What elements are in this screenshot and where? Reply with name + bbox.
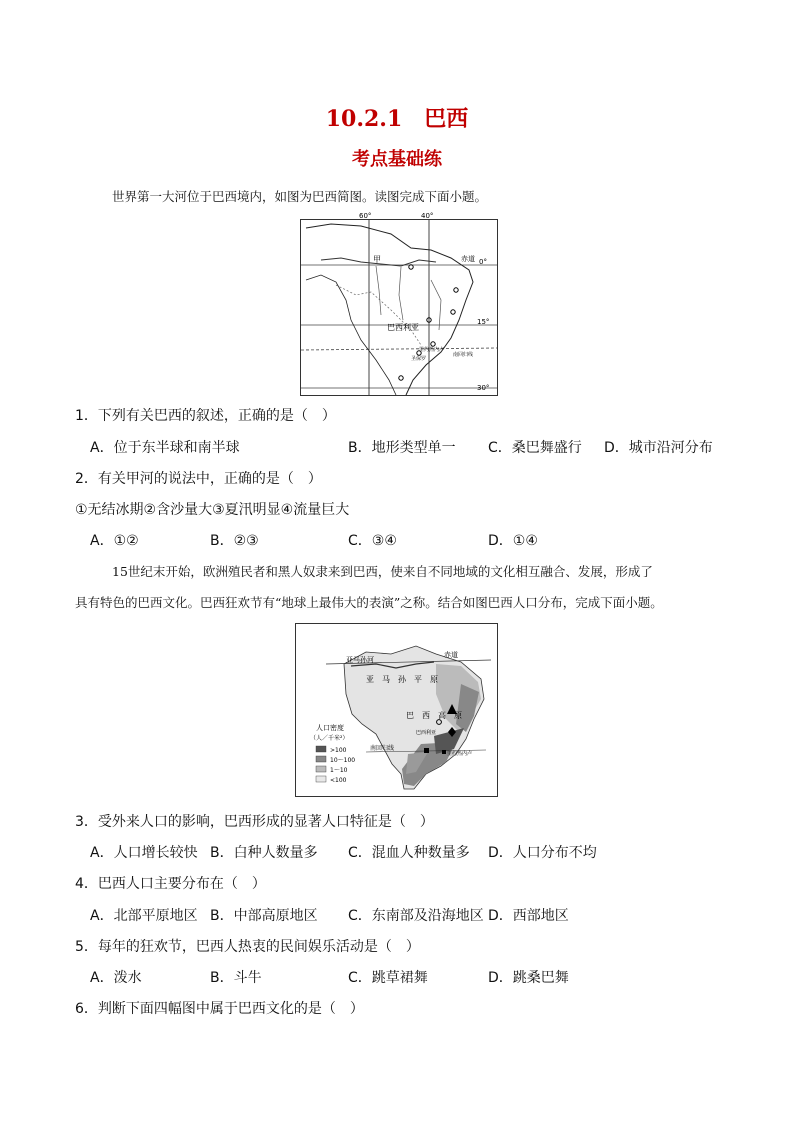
city-label-rio: 里约热内卢 bbox=[419, 347, 445, 353]
lat-label-0: 0° bbox=[479, 258, 487, 266]
question-2-option-d[interactable]: D．①④ bbox=[488, 533, 538, 549]
intro-text-2-line-1: 15世纪末开始，欧洲殖民者和黑人奴隶来到巴西，使来自不同地域的文化相互融合、发展，形成了 bbox=[112, 564, 653, 579]
question-5-option-a[interactable]: A．泼水 bbox=[90, 970, 142, 986]
question-1-option-a[interactable]: A．位于东半球和南半球 bbox=[90, 440, 240, 456]
question-4-option-b[interactable]: B．中部高原地区 bbox=[210, 908, 318, 924]
equator-label-2: 赤道 bbox=[444, 651, 458, 659]
amazon-plain-label: 亚 马 孙 平 原 bbox=[366, 675, 438, 684]
question-3-stem: 3．受外来人口的影响，巴西形成的显著人口特征是（ ） bbox=[75, 814, 434, 830]
brazil-sketch-map bbox=[300, 212, 498, 396]
question-2-option-a[interactable]: A．①② bbox=[90, 533, 139, 549]
question-1-option-c[interactable]: C．桑巴舞盛行 bbox=[488, 440, 582, 456]
amazon-river-label: 亚马孙河 bbox=[346, 656, 374, 664]
lat-label-15: 15° bbox=[477, 318, 490, 326]
question-4-option-d[interactable]: D．西部地区 bbox=[488, 908, 569, 924]
question-5-option-b[interactable]: B．斗牛 bbox=[210, 970, 262, 986]
question-3-option-c[interactable]: C．混血人种数量多 bbox=[348, 845, 470, 861]
question-5-option-d[interactable]: D．跳桑巴舞 bbox=[488, 970, 569, 986]
question-2-stem: 2．有关甲河的说法中，正确的是（ ） bbox=[75, 471, 322, 487]
population-legend bbox=[310, 723, 355, 784]
question-1-option-b[interactable]: B．地形类型单一 bbox=[348, 440, 456, 456]
question-4-stem: 4．巴西人口主要分布在（ ） bbox=[75, 876, 266, 892]
legend-item-2: 10～100 bbox=[330, 757, 356, 764]
river-label-jia: 甲 bbox=[373, 255, 381, 264]
equator-label: 赤道 bbox=[461, 255, 475, 263]
question-4-option-a[interactable]: A．北部平原地区 bbox=[90, 908, 198, 924]
question-4-option-c[interactable]: C．东南部及沿海地区 bbox=[348, 908, 484, 924]
question-2-option-b[interactable]: B．②③ bbox=[210, 533, 259, 549]
question-3-option-d[interactable]: D．人口分布不均 bbox=[488, 845, 597, 861]
question-2-statements: ①无结冰期②含沙量大③夏汛明显④流量巨大 bbox=[75, 502, 350, 518]
question-2-option-c[interactable]: C．③④ bbox=[348, 533, 397, 549]
question-3-option-b[interactable]: B．白种人数量多 bbox=[210, 845, 318, 861]
brazil-highland-label: 巴 西 高 原 bbox=[406, 711, 462, 720]
question-5-stem: 5．每年的狂欢节，巴西人热衷的民间娱乐活动是（ ） bbox=[75, 939, 420, 955]
city-label-rio-2: 里约热内卢 bbox=[447, 751, 473, 757]
tropic-label: 南回归线 bbox=[453, 352, 474, 358]
question-6-stem: 6．判断下面四幅图中属于巴西文化的是（ ） bbox=[75, 1001, 364, 1017]
question-5-option-c[interactable]: C．跳草裙舞 bbox=[348, 970, 428, 986]
intro-text-2-line-2: 具有特色的巴西文化。巴西狂欢节有“地球上最伟大的表演”之称。结合如图巴西人口分布，完成下面小题。 bbox=[75, 595, 663, 610]
city-label-saopaulo: 圣保罗 bbox=[411, 356, 427, 362]
page-title: 10.2.1 巴西 bbox=[325, 106, 469, 132]
question-1-option-d[interactable]: D．城市沿河分布 bbox=[604, 440, 713, 456]
question-3-option-a[interactable]: A．人口增长较快 bbox=[90, 845, 198, 861]
legend-item-1: >100 bbox=[330, 747, 347, 754]
lon-label-60: 60° bbox=[359, 212, 372, 220]
legend-item-3: 1～10 bbox=[330, 767, 348, 774]
brazil-population-map bbox=[295, 623, 498, 797]
legend-title: 人口密度 bbox=[316, 724, 344, 732]
page-subtitle: 考点基础练 bbox=[352, 149, 442, 170]
legend-item-4: <100 bbox=[330, 777, 347, 784]
tropic-label-2: 南回归线 bbox=[370, 745, 395, 752]
lat-label-30: 30° bbox=[477, 384, 490, 392]
city-label-brasilia-2: 巴西利亚 bbox=[416, 730, 437, 736]
question-1-stem: 1．下列有关巴西的叙述，正确的是（ ） bbox=[75, 408, 336, 424]
city-label-brasilia: 巴西利亚 bbox=[387, 323, 419, 332]
lon-label-40: 40° bbox=[421, 212, 434, 220]
legend-unit: （人／千米²） bbox=[310, 735, 349, 742]
intro-text-1: 世界第一大河位于巴西境内，如图为巴西简图。读图完成下面小题。 bbox=[112, 189, 488, 204]
